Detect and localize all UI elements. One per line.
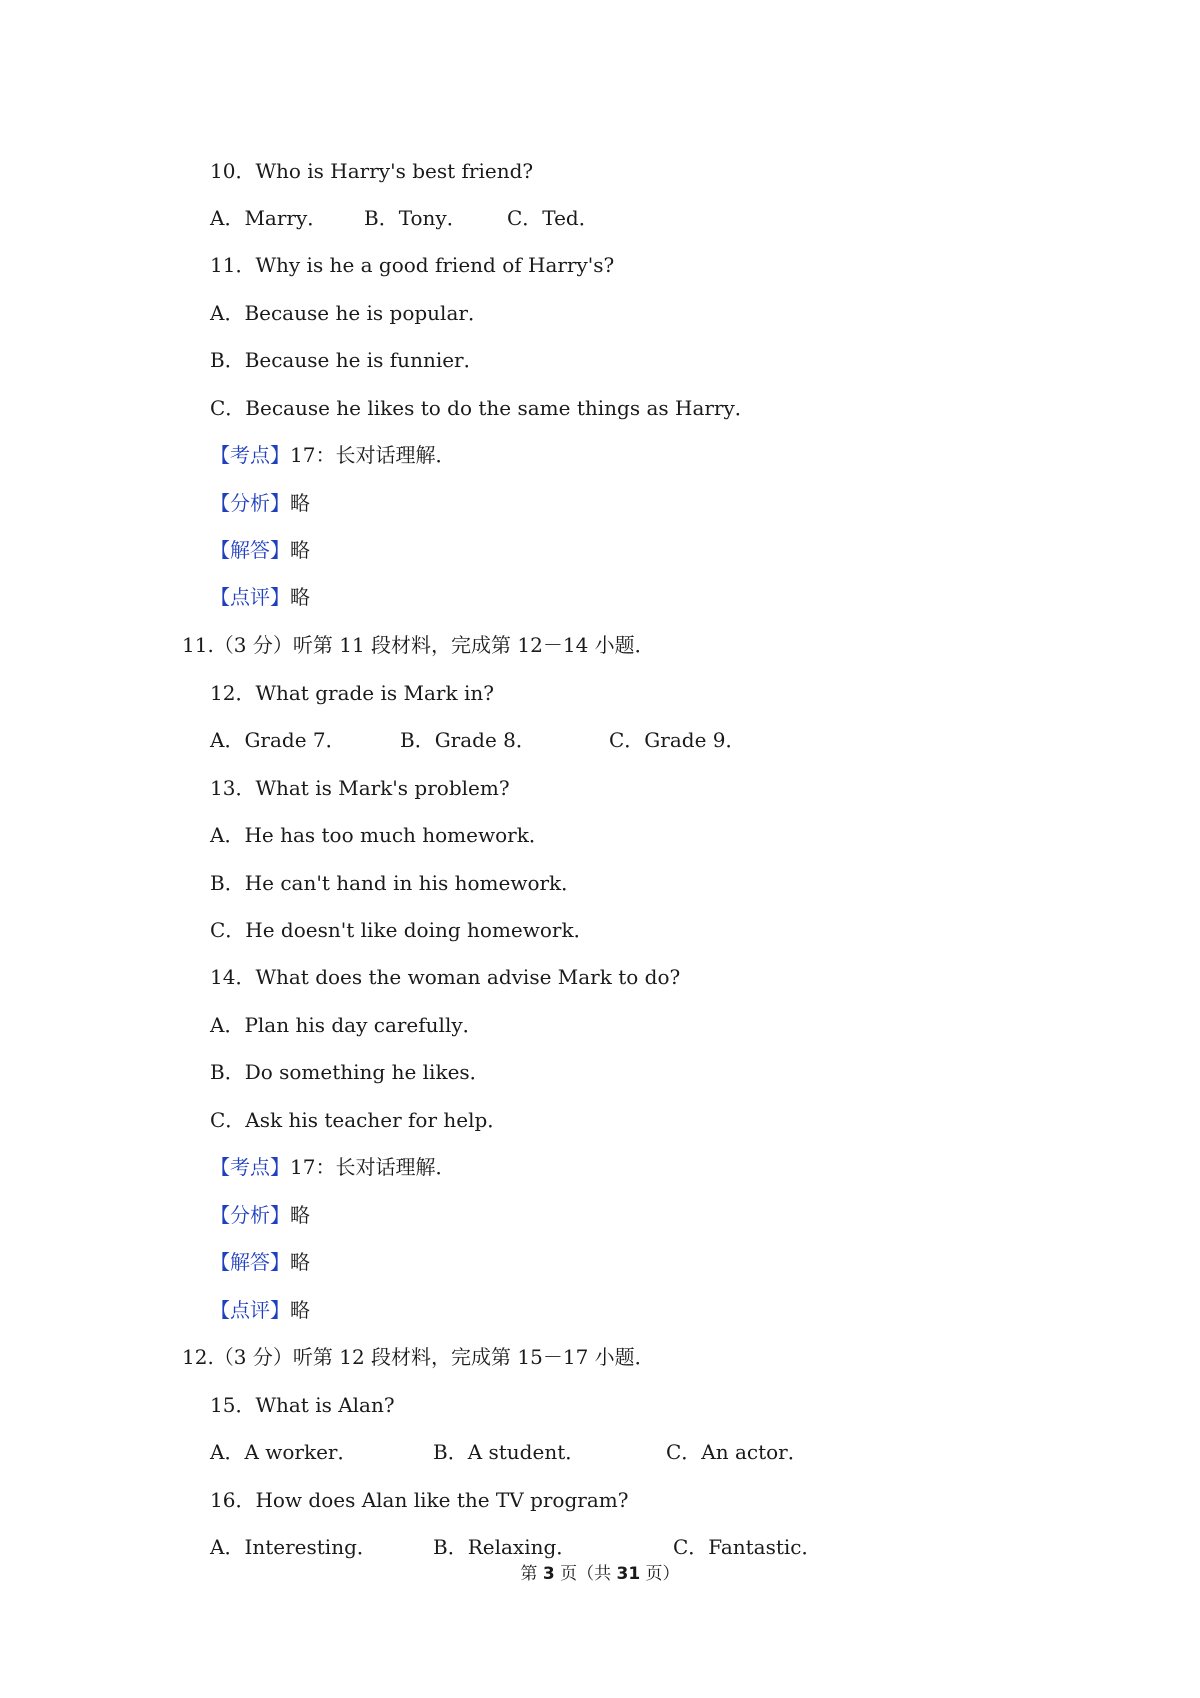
option-16-c: C．Fantastic． xyxy=(673,1535,822,1559)
option-11-c: C．Because he likes to do the same things as Harry． xyxy=(210,396,755,420)
kaodian-1-text: 17：长对话理解． xyxy=(290,443,456,467)
option-13-a: A．He has too much homework． xyxy=(210,823,549,847)
jieda-1-text: 略 xyxy=(290,538,310,562)
option-11-b: B．Because he is funnier． xyxy=(210,348,484,372)
question-14: 14．What does the woman advise Mark to do? xyxy=(210,965,681,989)
fenxi-2-text: 略 xyxy=(290,1203,310,1227)
jieda-2-tag: 【解答】 xyxy=(210,1250,290,1274)
question-16: 16．How does Alan like the TV program? xyxy=(210,1488,629,1512)
option-12-c: C．Grade 9． xyxy=(609,728,746,752)
option-15-b: B．A student． xyxy=(433,1440,586,1464)
dianping-2-text: 略 xyxy=(290,1298,310,1322)
question-15: 15．What is Alan? xyxy=(210,1393,395,1417)
question-13: 13．What is Mark's problem? xyxy=(210,776,510,800)
dianping-2-tag: 【点评】 xyxy=(210,1298,290,1322)
option-10-b: B．Tony． xyxy=(364,206,467,230)
dianping-1-text: 略 xyxy=(290,585,310,609)
fenxi-2 xyxy=(210,1202,310,1228)
fenxi-1 xyxy=(210,490,310,516)
kaodian-1-tag: 【考点】 xyxy=(210,443,290,467)
dianping-1-tag: 【点评】 xyxy=(210,585,290,609)
fenxi-1-text: 略 xyxy=(290,491,310,515)
option-12-a: A．Grade 7． xyxy=(210,728,346,752)
footer-suffix: 页） xyxy=(640,1564,680,1584)
option-13-c: C．He doesn't like doing homework． xyxy=(210,918,594,942)
option-14-c: C．Ask his teacher for help． xyxy=(210,1108,508,1132)
option-10-c: C．Ted． xyxy=(507,206,599,230)
page-footer xyxy=(0,1563,1200,1585)
question-12: 12．What grade is Mark in? xyxy=(210,681,494,705)
kaodian-2-tag: 【考点】 xyxy=(210,1155,290,1179)
kaodian-2 xyxy=(210,1154,455,1180)
jieda-1-tag: 【解答】 xyxy=(210,538,290,562)
option-14-a: A．Plan his day carefully． xyxy=(210,1013,483,1037)
problem-11: 11.（3 分）听第 11 段材料，完成第 12－14 小题． xyxy=(182,633,655,657)
fenxi-2-tag: 【分析】 xyxy=(210,1203,290,1227)
option-14-b: B．Do something he likes． xyxy=(210,1060,490,1084)
question-10: 10．Who is Harry's best friend? xyxy=(210,159,534,183)
option-16-a: A．Interesting． xyxy=(210,1535,377,1559)
option-15-c: C．An actor． xyxy=(666,1440,808,1464)
option-15-a: A．A worker． xyxy=(210,1440,358,1464)
fenxi-1-tag: 【分析】 xyxy=(210,491,290,515)
jieda-1 xyxy=(210,537,310,563)
dianping-2 xyxy=(210,1297,310,1323)
option-11-a: A．Because he is popular． xyxy=(210,301,488,325)
jieda-2-text: 略 xyxy=(290,1250,310,1274)
problem-12: 12.（3 分）听第 12 段材料，完成第 15－17 小题． xyxy=(182,1345,655,1369)
option-10-a: A．Marry． xyxy=(210,206,328,230)
option-13-b: B．He can't hand in his homework． xyxy=(210,871,582,895)
option-12-b: B．Grade 8． xyxy=(400,728,536,752)
dianping-1 xyxy=(210,584,310,610)
kaodian-2-text: 17：长对话理解． xyxy=(290,1155,456,1179)
footer-middle: 页（共 xyxy=(554,1564,617,1584)
option-16-b: B．Relaxing． xyxy=(433,1535,577,1559)
footer-page-number: 3 xyxy=(542,1564,555,1584)
jieda-2 xyxy=(210,1249,310,1275)
kaodian-1 xyxy=(210,442,455,468)
footer-total-pages: 31 xyxy=(616,1564,641,1584)
footer-prefix: 第 xyxy=(520,1564,543,1584)
question-11: 11．Why is he a good friend of Harry's? xyxy=(210,253,615,277)
